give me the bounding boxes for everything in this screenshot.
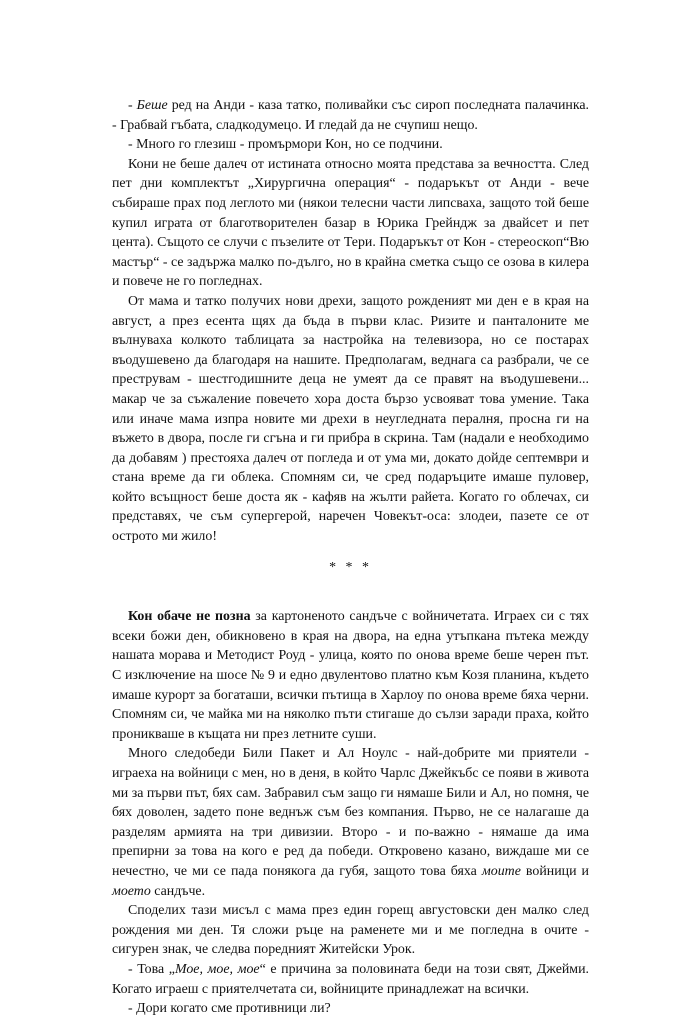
paragraph-text: сандъче.: [150, 883, 206, 899]
emphasis-text: моите: [481, 863, 521, 879]
paragraph-9: - Дори когато сме противници ли?: [128, 1001, 331, 1017]
section-separator: * * *: [329, 559, 372, 575]
paragraph-6: [112, 744, 589, 901]
paragraph-text: войници и: [520, 863, 589, 879]
paragraph-text: - Това „: [128, 961, 175, 977]
dialogue-dash: -: [128, 98, 137, 113]
emphasis-text: Мое, мое, мое: [174, 961, 260, 977]
paragraph-7: Споделих тази мисъл с мама през един горещ августовски ден малко след рождения ми ден. Тя сложи ръце на раменете ми и ме погледна в очите - сигурен знак, че следва поредният Житейски Урок.: [112, 903, 589, 958]
paragraph-8: [112, 960, 589, 999]
emphasis-text: моето: [112, 883, 151, 899]
document-page: [112, 96, 589, 1019]
paragraph-text: за картоненото сандъче с войничетата. Играех си с тях всеки божи ден, обикновено в края на двора, на една утъпкана пътека между нашата морава и Методист Роуд - улица, която по онова време беше черен път. С изключение на шосе № 9 и едно двулентово платно към Козя планина, където имаше курорт за богаташи, всички пътища в Харлоу по онова време бяха черни. Спомням си, че майка ми на няколко пъти стигаше до сълзи заради праха, който проникваше в къщата ни през летните суши.: [112, 609, 589, 742]
paragraph-4: От мама и татко получих нови дрехи, защото рожденият ми ден е в края на август, а през есента щях да бъда в първи клас. Ризите и панталоните ме вълнуваха колкото таблицата за настройка на телевизора, но се постарах въодушевено да благодаря на нашите. Предполагам, веднага са разбрали, че се преструвам - шестгодишните деца не умеят да се правят на въодушевени... макар че за съжаление повечето хора доста бързо усвояват това умение. Така или иначе мама изпра новите ми дрехи в неугледната пералня, просна ги на въжето в двора, после ги сгъна и ги прибра в скрина. Там (надали е необходимо да добавям ) престояха далеч от погледа и от ума ми, докато дойде септември и стана време да ги облека. Спомням си, че сред подаръците имаше пуловер, който всъщност беше доста як - кафяв на жълти райета. Когато го облечах, си представях, че съм супергерой, наречен Човекът-оса: злодеи, пазете се от острото ми жило!: [112, 293, 589, 545]
paragraph-2: - Много го глезиш - промърмори Кон, но се подчини.: [128, 137, 443, 153]
emphasis-text: Беше: [136, 98, 168, 113]
paragraph-1: [112, 96, 589, 135]
paragraph-3: Кони не беше далеч от истината относно моята представа за вечността. След пет дни комплектът „Хирургична операция“ - подаръкът от Анди - вече събираше прах под леглото ми (някои телесни части липсваха, защото той беше купил играта от благотворителен базар в Юрика Грейндж за двайсет и пет цента). Същото се случи с пъзелите от Тери. Подаръкът от Кон - стереоскоп“Вю мастър“ - се задържа малко по-дълго, но в крайна сметка също се озова в килера и повече не го погледнах.: [112, 156, 589, 290]
paragraph-text: “ е причина за половината беди на този свят, Джейми. Когато играеш с приятелчетата си, войниците принадлежат на всички.: [112, 961, 589, 997]
paragraph-text: Много следобеди Били Пакет и Ал Ноулс - най-добрите ми приятели - играеха на войници с мен, но в деня, в който Чарлс Джейкъбс се появи в живота ми за първи път, бях сам. Забравил съм защо ги нямаше Били и Ал, но помня, че бях доволен, задето поне веднъж съм без компания. Първо, не се налагаше да разделям армията на три дивизии. Второ - и по-важно - нямаше да има препирни за това на кого е ред да победи. Откровено казано, виждаше ми се нечестно, че ми се пада понякога да губя, защото това бяха: [112, 746, 589, 879]
bold-lead-in: Кон обаче не позна: [128, 609, 251, 625]
paragraph-text: ред на Анди - каза татко, поливайки със сироп последната палачинка. - Грабвай гъбата, сладкодумецо. И гледай да не счупиш нещо.: [112, 98, 589, 133]
paragraph-5: [112, 607, 589, 744]
